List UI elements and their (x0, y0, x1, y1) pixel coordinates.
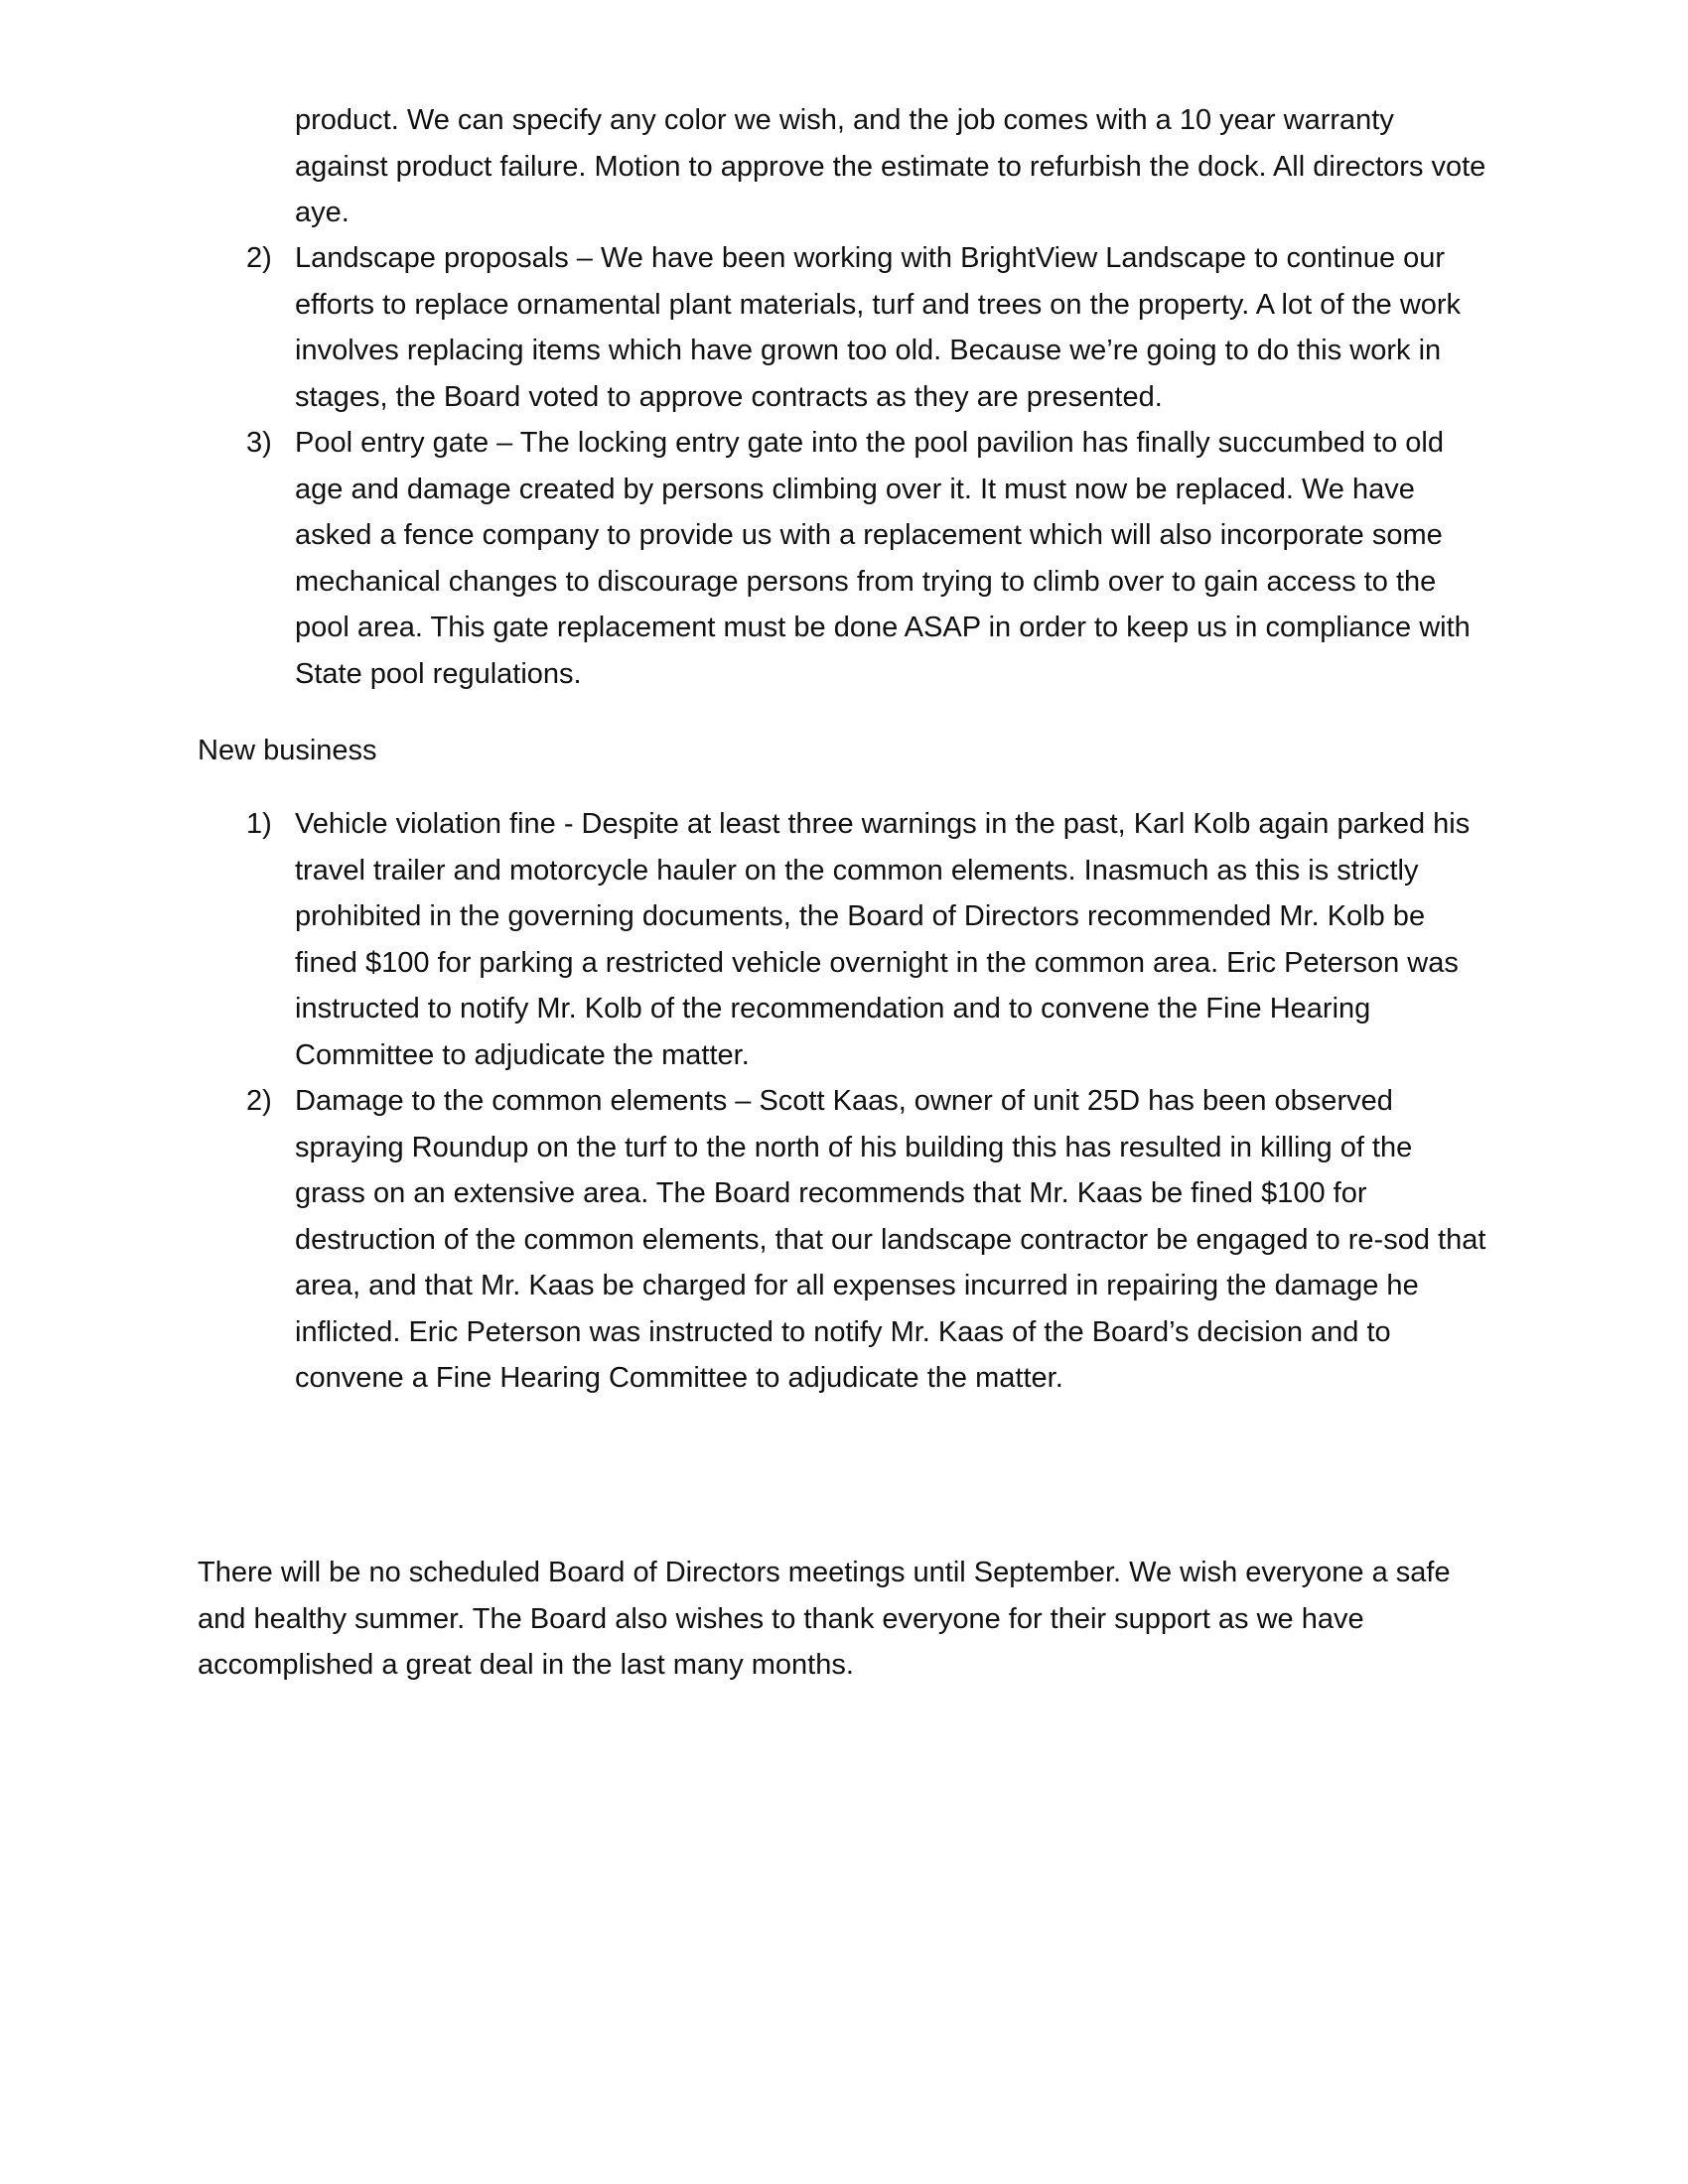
list-item (0, 235, 1486, 420)
list-item-number: 2) (246, 242, 272, 274)
old-business-continuation: product. We can specify any color we wish, and the job comes with a 10 year warranty against product failure. Motion to approve the estimate to refurbish the dock. All directors vote aye. (295, 104, 1486, 228)
list-item (0, 420, 1486, 697)
list-item-number: 3) (246, 427, 272, 459)
section-heading-new-business: New business (198, 735, 377, 766)
old-business-list (0, 235, 1688, 697)
list-item (0, 801, 1486, 1078)
closing-paragraph: There will be no scheduled Board of Directors meetings until September. We wish everyone a safe and healthy summer. The Board also wishes to thank everyone for their support as we have accomplished a great deal in the last many months. (198, 1557, 1451, 1681)
list-item-number: 1) (246, 808, 272, 840)
new-business-list (0, 801, 1688, 1402)
list-item-number: 2) (246, 1085, 272, 1117)
list-item-text: Pool entry gate – The locking entry gate into the pool pavilion has finally succumbed to old age and damage created by persons climbing over it. It must now be replaced. We have asked a fence company to provide us with a replacement which will also incorporate some mechanical changes to discourage persons from trying to climb over to gain access to the pool area. This gate replacement must be done ASAP in order to keep us in compliance with State pool regulations. (295, 427, 1471, 690)
list-item-text: Vehicle violation fine - Despite at least three warnings in the past, Karl Kolb again parked his travel trailer and motorcycle hauler on the common elements. Inasmuch as this is strictly prohibited in the governing documents, the Board of Directors recommended Mr. Kolb be fined $100 for parking a restricted vehicle overnight in the common area. Eric Peterson was instructed to notify Mr. Kolb of the recommendation and to convene the Fine Hearing Committee to adjudicate the matter. (295, 808, 1471, 1071)
list-item-text: Damage to the common elements – Scott Kaas, owner of unit 25D has been observed spraying Roundup on the turf to the north of his building this has resulted in killing of the grass on an extensive area. The Board recommends that Mr. Kaas be fined $100 for destruction of the common elements, that our landscape contractor be engaged to re-sod that area, and that Mr. Kaas be charged for all expenses incurred in repairing the damage he inflicted. Eric Peterson was instructed to notify Mr. Kaas of the Board’s decision and to convene a Fine Hearing Committee to adjudicate the matter. (295, 1085, 1486, 1394)
list-item (0, 1078, 1486, 1402)
list-item-text: Landscape proposals – We have been working with BrightView Landscape to continue our efforts to replace ornamental plant materials, turf and trees on the property. A lot of the work involves replacing items which have grown too old. Because we’re going to do this work in stages, the Board voted to approve contracts as they are presented. (295, 242, 1462, 413)
